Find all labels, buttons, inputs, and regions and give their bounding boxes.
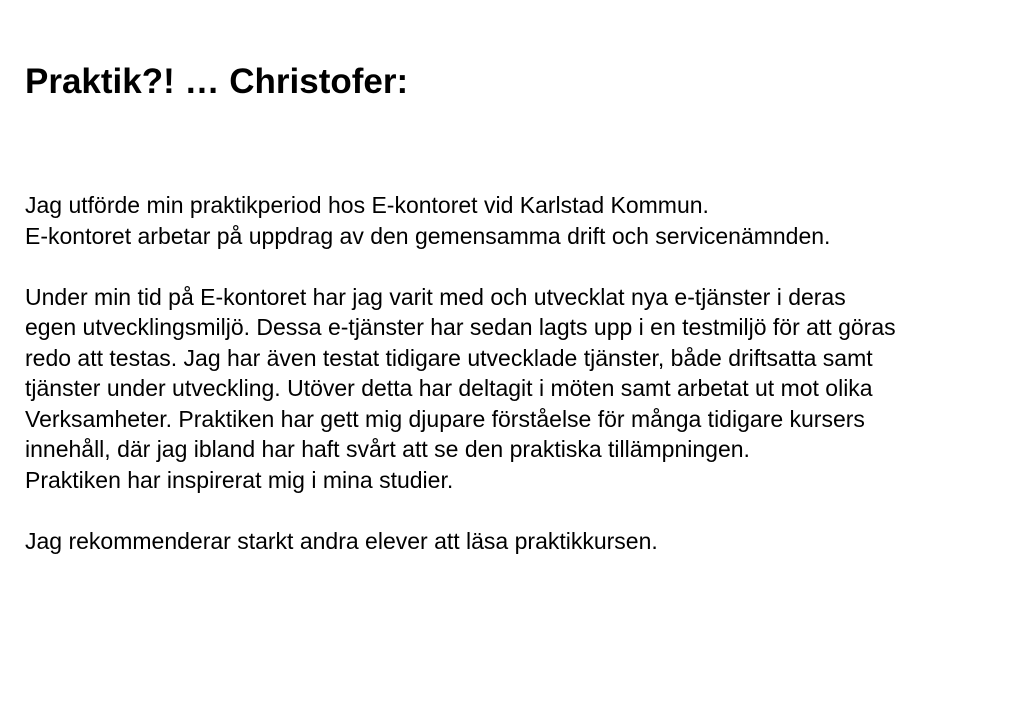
slide-title: Praktik?! … Christofer: — [25, 62, 409, 101]
text-line: innehåll, där jag ibland har haft svårt att se den praktiska tillämpningen. — [25, 436, 750, 462]
text-line: redo att testas. Jag har även testat tidigare utvecklade tjänster, både driftsatta samt — [25, 344, 873, 371]
text-line: tjänster under utveckling. Utöver detta har deltagit i möten samt arbetat ut mot olika — [25, 375, 873, 401]
text-line: Praktiken har inspirerat mig i mina studier. — [25, 466, 454, 493]
text-line: Jag utförde min praktikperiod hos E-kontoret vid Karlstad Kommun. — [25, 192, 709, 218]
text-line: Verksamheter. Praktiken har gett mig djupare förståelse för många tidigare kursers — [25, 405, 865, 432]
slide-body — [25, 190, 1015, 587]
text-line: E-kontoret arbetar på uppdrag av den gemensamma drift och servicenämnden. — [25, 222, 831, 249]
paragraph-experience — [25, 282, 1015, 496]
text-line: Jag rekommenderar starkt andra elever att läsa praktikkursen. — [25, 527, 658, 554]
text-line: egen utvecklingsmiljö. Dessa e-tjänster har sedan lagts upp i en testmiljö för att göras — [25, 314, 896, 340]
paragraph-intro — [25, 190, 1015, 251]
text-line: Under min tid på E-kontoret har jag varit med och utvecklat nya e-tjänster i deras — [25, 283, 846, 310]
paragraph-recommendation — [25, 526, 1015, 557]
